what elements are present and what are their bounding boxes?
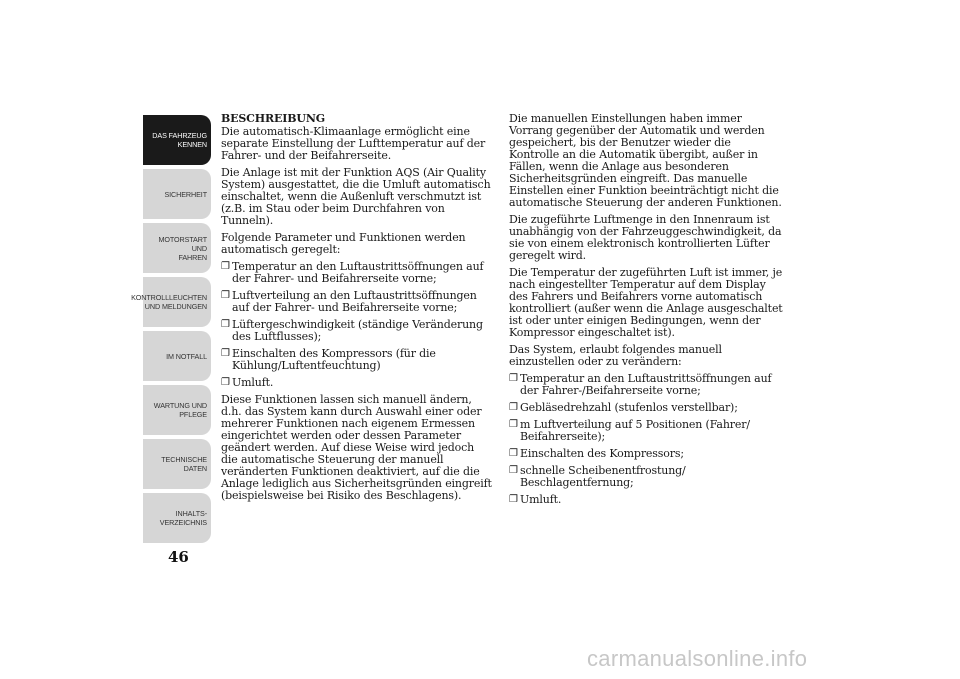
checkbox-bullet-icon: ❐	[509, 419, 518, 430]
list-item	[509, 373, 783, 397]
checkbox-bullet-icon: ❐	[509, 465, 518, 476]
list-item	[221, 319, 493, 343]
section-tabs	[131, 115, 211, 547]
list-item	[509, 419, 783, 443]
list-item-text: m Luftverteilung auf 5 Positionen (Fahrer/ Beifahrerseite);	[520, 418, 750, 443]
list-item	[509, 465, 783, 489]
tab-sicherheit[interactable]	[143, 169, 211, 219]
checkbox-bullet-icon: ❐	[509, 402, 518, 413]
page-number: 46	[168, 548, 189, 566]
tab-label: IM NOTFALL	[166, 351, 207, 361]
tab-label: TECHNISCHE DATEN	[161, 455, 207, 473]
paragraph: Die manuellen Einstellungen haben immer Vorrang gegenüber der Automatik und werden gespeichert, bis der Benutzer wieder die Kontrolle an die Automatik übergibt, außer in Fällen, wenn die Anlage aus besonderen Sicherheitsgründen eingreift. Das manuelle Einstellen einer Funktion beeinträchtigt nicht die automatische Steuerung der anderen Funktionen.	[509, 112, 782, 209]
list-item-text: schnelle Scheibenentfrostung/ Beschlagentfernung;	[520, 464, 686, 489]
tab-inhaltsverzeichnis[interactable]	[143, 493, 211, 543]
list-item	[221, 261, 493, 285]
checkbox-bullet-icon: ❐	[509, 373, 518, 384]
list-item	[221, 348, 493, 372]
list-item-text: Temperatur an den Luftaustrittsöffnungen auf der Fahrer-/Beifahrerseite vorne;	[520, 372, 772, 397]
checkbox-bullet-icon: ❐	[221, 290, 230, 301]
list-item-text: Umluft.	[520, 493, 562, 506]
paragraph: Folgende Parameter und Funktionen werden automatisch geregelt:	[221, 231, 466, 256]
tab-label: DAS FAHRZEUG KENNEN	[152, 131, 207, 149]
list-item-text: Luftverteilung an den Luftaustrittsöffnungen auf der Fahrer- und Beifahrerseite vorne;	[232, 289, 477, 314]
list-item-text: Umluft.	[232, 376, 274, 389]
tab-das-fahrzeug-kennen[interactable]	[143, 115, 211, 165]
list-item-text: Einschalten des Kompressors;	[520, 447, 684, 460]
list-item	[509, 494, 783, 506]
list-item-text: Einschalten des Kompressors (für die Kühlung/Luftentfeuchtung)	[232, 347, 436, 372]
tab-label: MOTORSTART UND FAHREN	[158, 234, 207, 262]
paragraph: Diese Funktionen lassen sich manuell ändern, d.h. das System kann durch Auswahl einer oder mehrerer Funktionen nach eigenem Ermessen eingerichtet werden oder dessen Parameter geändert werden. Auf diese Weise wird jedoch die automatische Steuerung der manuell veränderten Funktionen deaktiviert, auf die die Anlage lediglich aus Sicherheitsgründen eingreift (beispielsweise bei Risiko des Beschlagens).	[221, 393, 492, 502]
tab-label: WARTUNG UND PFLEGE	[153, 401, 207, 419]
list-item	[221, 290, 493, 314]
tab-im-notfall[interactable]	[143, 331, 211, 381]
list-item	[509, 448, 783, 460]
tab-wartung-und-pflege[interactable]	[143, 385, 211, 435]
list-item	[221, 377, 493, 389]
section-heading: BESCHREIBUNG	[221, 112, 325, 125]
list-item	[509, 402, 783, 414]
checkbox-bullet-icon: ❐	[509, 448, 518, 459]
tab-technische-daten[interactable]	[143, 439, 211, 489]
right-column	[509, 113, 783, 511]
left-column	[221, 113, 493, 507]
list-item-text: Gebläsedrehzahl (stufenlos verstellbar);	[520, 401, 738, 414]
checkbox-bullet-icon: ❐	[221, 377, 230, 388]
tab-label: INHALTS- VERZEICHNIS	[159, 509, 207, 527]
paragraph: Die zugeführte Luftmenge in den Innenraum ist unabhängig von der Fahrzeuggeschwindigkeit, da sie von einem elektronisch kontrollierten Lüfter geregelt wird.	[509, 213, 782, 262]
checkbox-bullet-icon: ❐	[221, 261, 230, 272]
checkbox-bullet-icon: ❐	[221, 319, 230, 330]
paragraph: Das System, erlaubt folgendes manuell einzustellen oder zu verändern:	[509, 343, 722, 368]
paragraph: Die Anlage ist mit der Funktion AQS (Air Quality System) ausgestattet, die die Umluft automatisch einschaltet, wenn die Außenluft verschmutzt ist (z.B. im Stau oder beim Durchfahren von Tunneln).	[221, 166, 491, 227]
paragraph: Die automatisch-Klimaanlage ermöglicht eine separate Einstellung der Lufttemperatur auf der Fahrer- und der Beifahrerseite.	[221, 125, 486, 162]
list-item-text: Lüftergeschwindigkeit (ständige Veränderung des Luftflusses);	[232, 318, 483, 343]
tab-kontrollleuchten[interactable]	[131, 277, 211, 327]
paragraph: Die Temperatur der zugeführten Luft ist immer, je nach eingestellter Temperatur auf dem Display des Fahrers und Beifahrers vorne automatisch kontrolliert (außer wenn die Anlage ausgeschaltet ist oder unter einigen Bedingungen, wenn der Kompressor eingeschaltet ist).	[509, 266, 783, 339]
watermark-footer: carmanualsonline.info	[587, 646, 808, 671]
tab-label: SICHERHEIT	[164, 189, 207, 199]
tab-label: KONTROLLLEUCHTEN UND MELDUNGEN	[131, 293, 207, 311]
checkbox-bullet-icon: ❐	[221, 348, 230, 359]
checkbox-bullet-icon: ❐	[509, 494, 518, 505]
list-item-text: Temperatur an den Luftaustrittsöffnungen auf der Fahrer- und Beifahrerseite vorne;	[232, 260, 484, 285]
tab-motorstart-und-fahren[interactable]	[143, 223, 211, 273]
